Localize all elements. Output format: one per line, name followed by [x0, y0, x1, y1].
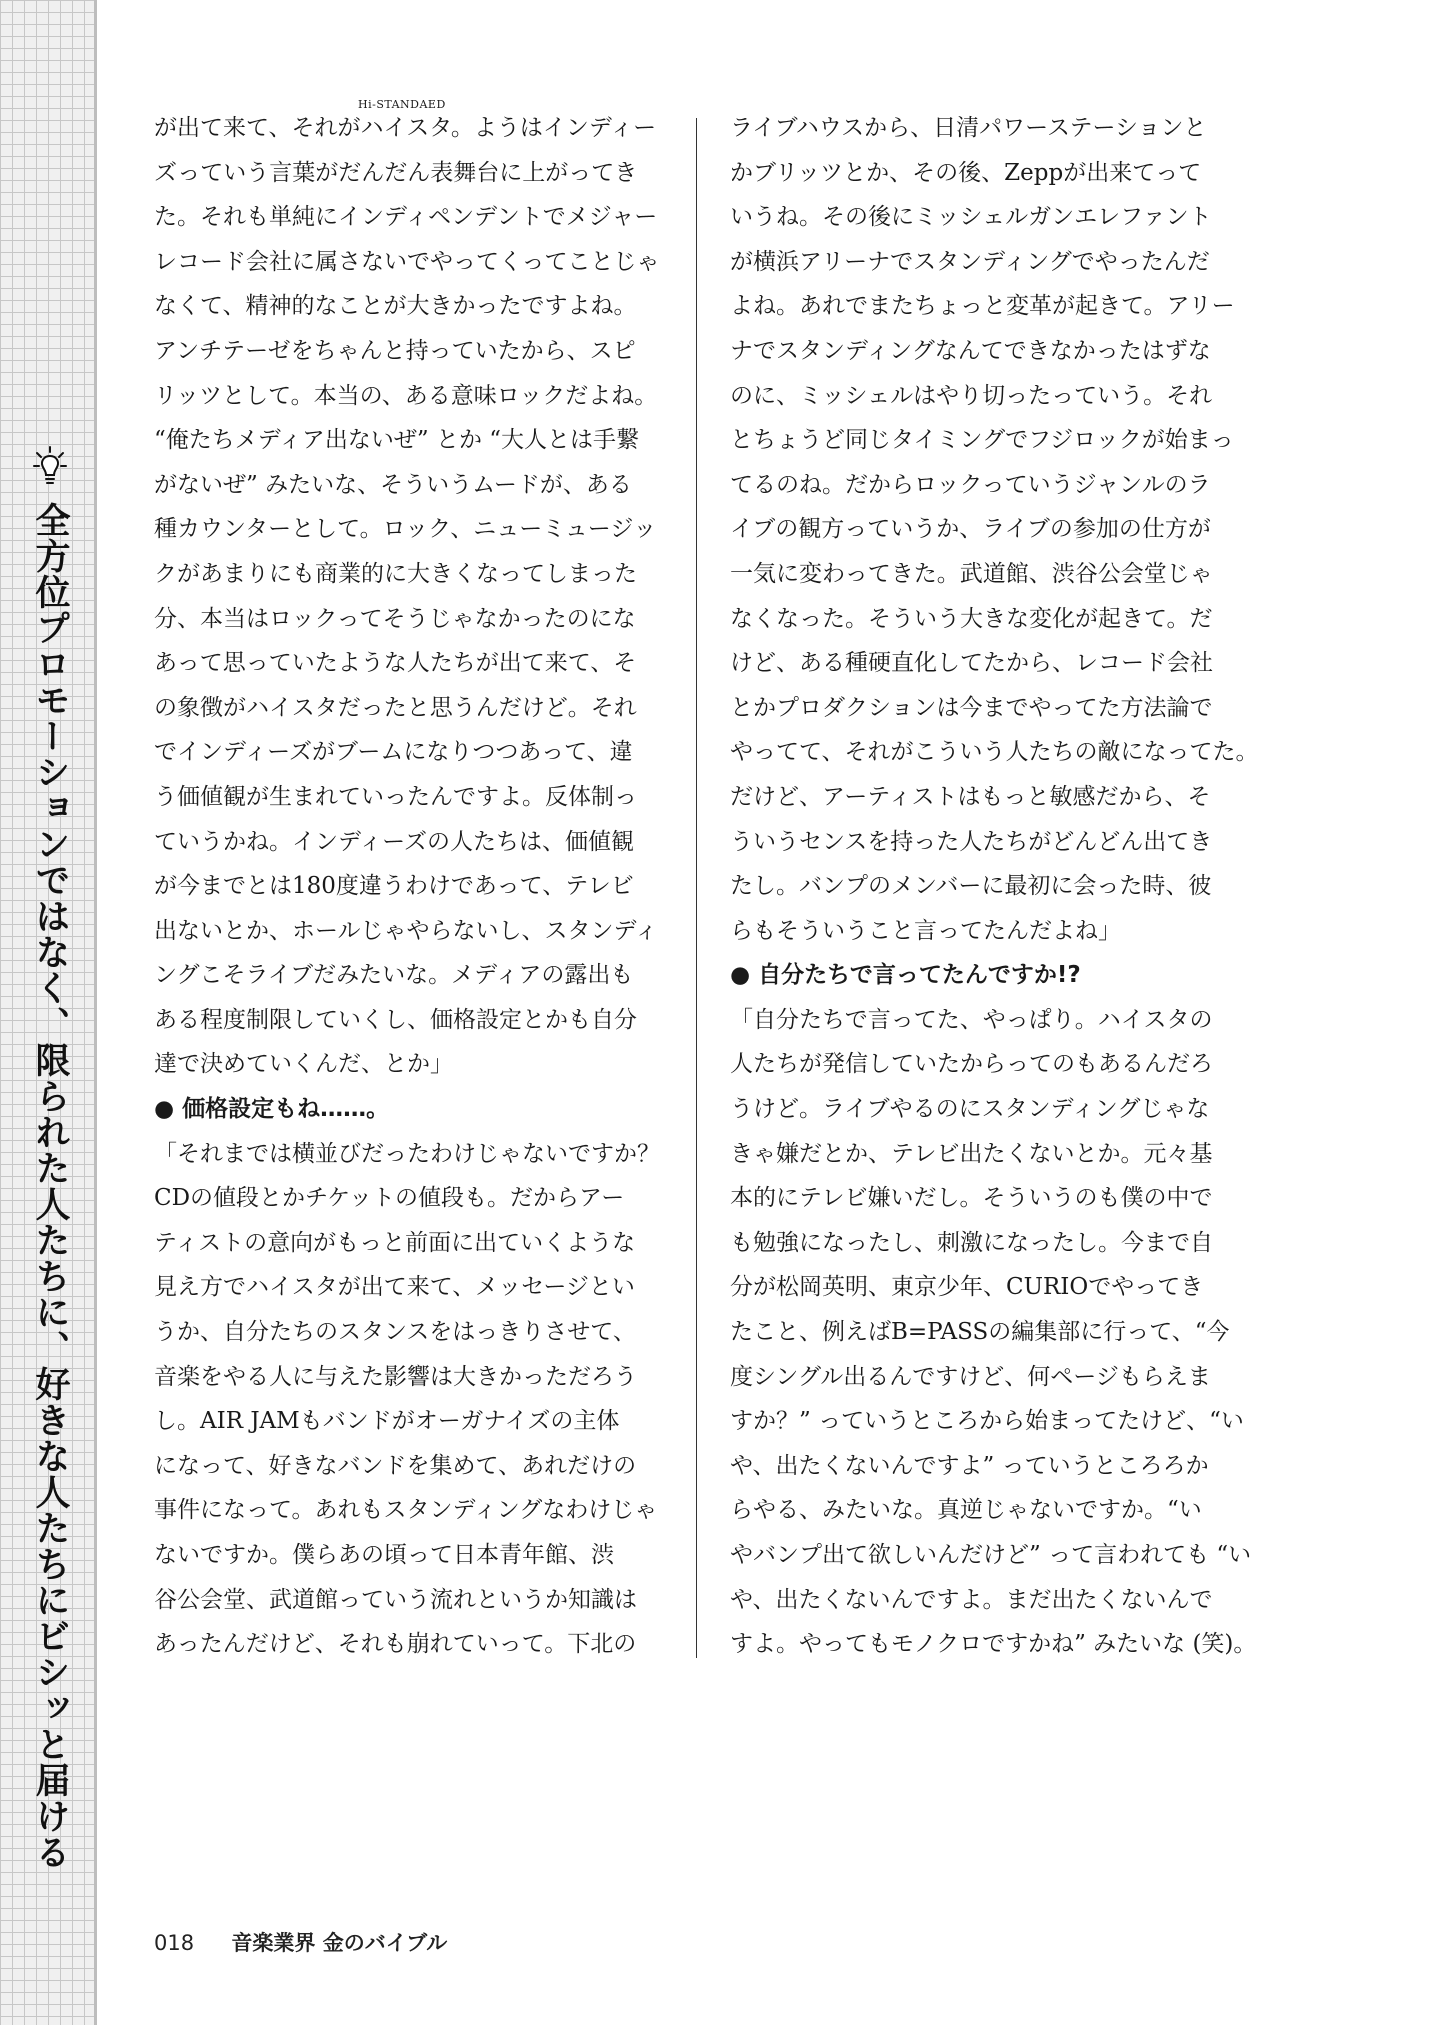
text-line: クがあまりにも商業的に大きくなってしまった: [154, 560, 637, 587]
text-line: 事件になって。あれもスタンディングなわけじゃ: [154, 1497, 658, 1524]
text-line: “俺たちメディア出ないぜ” とか “大人とは手繋: [154, 427, 640, 454]
column-divider: [696, 118, 697, 1658]
text-line: とかプロダクションは今までやってた方法論で: [730, 694, 1213, 721]
text-line: た。それも単純にインディペンデントでメジャー: [154, 204, 658, 231]
right-column: [730, 106, 1259, 1667]
text-line: かブリッツとか、その後、Zeppが出来てって: [730, 159, 1202, 186]
text-line: いうね。その後にミッシェルガンエレファント: [730, 204, 1212, 231]
interview-question: ● 価格設定もね……。: [154, 1096, 390, 1123]
text-line: 一気に変わってきた。武道館、渋谷公会堂じゃ: [730, 560, 1213, 587]
text-line: なくなった。そういう大きな変化が起きて。だ: [730, 605, 1213, 632]
text-line: 谷公会堂、武道館っていう流れというか知識は: [154, 1586, 637, 1613]
text-line: ングこそライブだみたいな。メディアの露出も: [154, 962, 634, 989]
text-line: 分、本当はロックってそうじゃなかったのにな: [154, 605, 636, 632]
text-line: とちょうど同じタイミングでフジロックが始まっ: [730, 427, 1234, 454]
sidebar: [0, 0, 97, 2025]
text-line: だけど、アーティストはもっと敏感だから、そ: [730, 783, 1211, 810]
text-line: やバンプ出て欲しいんだけど” って言われても “い: [730, 1542, 1252, 1568]
text-line: ライブハウスから、日清パワーステーションと: [730, 115, 1207, 141]
text-line: が横浜アリーナでスタンディングでやったんだ: [730, 248, 1210, 275]
left-column: [154, 106, 662, 1667]
text-line: けど、ある種硬直化してたから、レコード会社: [730, 650, 1213, 677]
text-line: も勉強になったし、刺激になったし。今まで自: [730, 1229, 1213, 1256]
text-line: らもそういうこと言ってたんだよね」: [730, 917, 1121, 944]
text-line: 種カウンターとして。ロック、ニューミュージッ: [154, 516, 657, 543]
text-line: リッツとして。本当の、ある意味ロックだよね。: [154, 382, 658, 409]
text-line: すか？” っていうところから始まってたけど、“い: [730, 1408, 1244, 1435]
text-line: の象徴がハイスタだったと思うんだけど。それ: [154, 694, 637, 721]
text-line: や、出たくないんですよ。まだ出たくないんで: [730, 1586, 1213, 1613]
text-line: なくて、精神的なことが大きかったですよね。: [154, 293, 637, 320]
text-line: う価値観が生まれていったんですよ。反体制っ: [154, 783, 637, 810]
text-line: 達で決めていくんだ、とか」: [154, 1051, 453, 1078]
text-line: アンチテーゼをちゃんと持っていたから、スピ: [154, 337, 636, 364]
text-line: 分が松岡英明、東京少年、CURIOでやってき: [730, 1274, 1204, 1301]
text-line: ナでスタンディングなんてできなかったはずな: [730, 337, 1211, 364]
text-line: よね。あれでまたちょっと変革が起きて。アリー: [730, 293, 1235, 320]
text-line: イブの観方っていうか、ライブの参加の仕方が: [730, 516, 1211, 543]
text-line: うか、自分たちのスタンスをはっきりさせて、: [154, 1319, 636, 1346]
text-line: あって思っていたような人たちが出て来て、そ: [154, 650, 637, 677]
text-line: や、出たくないんですよ” っていうところろか: [730, 1452, 1209, 1479]
text-line: ないですか。僕らあの頃って日本青年館、渋: [154, 1542, 614, 1568]
text-line: ていうかね。インディーズの人たちは、価値観: [154, 828, 635, 855]
text-line: すよ。やってもモノクロですかね” みたいな (笑)。: [730, 1631, 1257, 1658]
text-line: たこと、例えばB=PASSの編集部に行って、“今: [730, 1319, 1230, 1346]
ruby-annotation: Hi-STANDAED: [358, 98, 446, 111]
book-title: 音楽業界 金のバイブル: [231, 1931, 448, 1955]
text-line: が今までとは180度違うわけであって、テレビ: [154, 873, 634, 900]
text-line: 本的にテレビ嫌いだし。そういうのも僕の中で: [730, 1185, 1213, 1212]
text-line: 音楽をやる人に与えた影響は大きかっただろう: [154, 1363, 637, 1390]
text-line: てるのね。だからロックっていうジャンルのラ: [730, 471, 1211, 498]
text-line: 見え方でハイスタが出て来て、メッセージとい: [154, 1274, 635, 1301]
text-line: ういうセンスを持った人たちがどんどん出てき: [730, 828, 1213, 855]
page-number: 018: [154, 1931, 195, 1955]
lightbulb-icon: [33, 445, 67, 489]
text-line: やってて、それがこういう人たちの敵になってた。: [730, 739, 1259, 766]
page-footer: [154, 1927, 447, 1957]
text-line: ティストの意向がもっと前面に出ていくような: [154, 1229, 636, 1256]
text-line: が出て来て、それがハイスタ。ようはインディー: [154, 115, 657, 141]
text-line: 「それまでは横並びだったわけじゃないですか？: [154, 1140, 660, 1167]
text-line: うけど。ライブやるのにスタンディングじゃな: [730, 1096, 1210, 1123]
text-line: あったんだけど、それも崩れていって。下北の: [154, 1631, 637, 1658]
text-line: 「自分たちで言ってた、やっぱり。ハイスタの: [730, 1006, 1213, 1033]
text-line: きゃ嫌だとか、テレビ出たくないとか。元々基: [730, 1140, 1213, 1167]
text-line: ズっていう言葉がだんだん表舞台に上がってき: [154, 159, 638, 186]
text-line: でインディーズがブームになりつつあって、違: [154, 739, 633, 766]
interview-question: ● 自分たちで言ってたんですか!?: [730, 962, 1081, 989]
text-line: CDの値段とかチケットの値段も。だからアー: [154, 1185, 625, 1212]
text-line: のに、ミッシェルはやり切ったっていう。それ: [730, 382, 1213, 409]
text-line: 出ないとか、ホールじゃやらないし、スタンディ: [154, 917, 658, 944]
text-line: たし。バンプのメンバーに最初に会った時、彼: [730, 873, 1212, 900]
text-line: ある程度制限していくし、価格設定とかも自分: [154, 1006, 637, 1033]
text-line: し。AIR JAMもバンドがオーガナイズの主体: [154, 1408, 620, 1435]
text-line: 度シングル出るんですけど、何ページもらえま: [730, 1363, 1211, 1390]
sidebar-title: 全方位プロモーションではなく、限られた人たちに、好きな人たちにビシッと届ける: [30, 502, 70, 1870]
text-line: らやる、みたいな。真逆じゃないですか。“い: [730, 1497, 1202, 1524]
text-line: 人たちが発信していたからってのもあるんだろ: [730, 1051, 1213, 1078]
text-line: レコード会社に属さないでやってくってことじゃ: [154, 248, 660, 275]
text-line: がないぜ” みたいな、そういうムードが、ある: [154, 471, 632, 498]
text-line: になって、好きなバンドを集めて、あれだけの: [154, 1452, 637, 1479]
